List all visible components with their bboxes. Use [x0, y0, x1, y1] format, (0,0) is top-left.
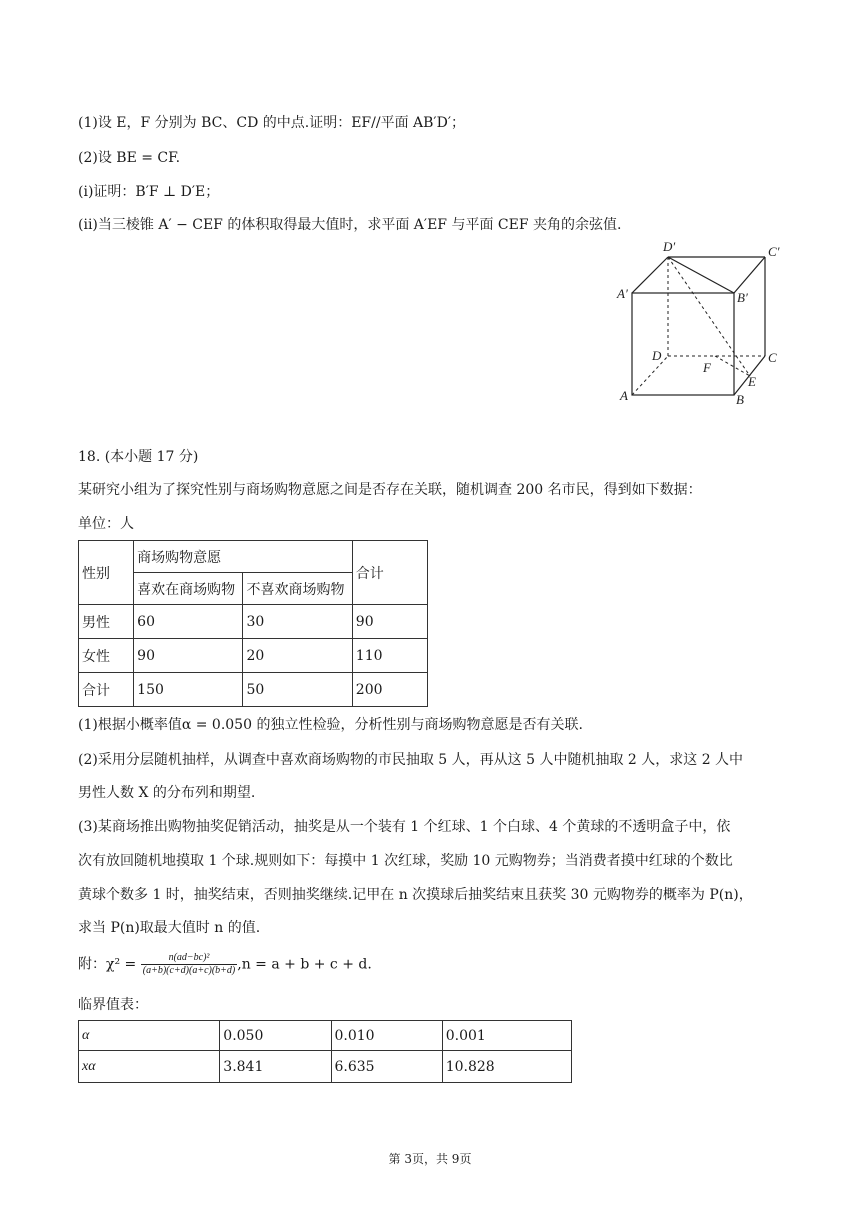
th-like: 喜欢在商场购物 [134, 573, 243, 605]
q17-part2: (2)设 BE = CF. [78, 150, 181, 166]
th-total: 合计 [352, 541, 427, 605]
q18-unit: 单位：人 [78, 516, 134, 532]
formula-fraction [141, 952, 238, 977]
q18-intro: 某研究小组为了探究性别与商场购物意愿之间是否存在关联，随机调查 200 名市民，得到如下数据： [78, 482, 702, 498]
table-row: α 0.050 0.010 0.001 [79, 1021, 572, 1051]
q18-part3-line2: 次有放回随机地摸取 1 个球.规则如下：每摸中 1 次红球，奖励 10 元购物券；当消费者摸中红球的个数比 [78, 853, 733, 869]
critical-value-table [78, 1020, 572, 1083]
label-Cp: C′ [768, 244, 780, 259]
q18-part2-line1: (2)采用分层随机抽样，从调查中喜欢商场购物的市民抽取 5 人，再从这 5 人中随机抽取 2 人，求这 2 人中 [78, 752, 744, 768]
formula-suffix: ,n = a + b + c + d. [237, 956, 372, 973]
label-D: D [652, 348, 662, 363]
chi-square-formula [78, 952, 372, 977]
q18-part1: (1)根据小概率值α = 0.050 的独立性检验，分析性别与商场购物意愿是否有关联. [78, 717, 583, 733]
table-row: xα 3.841 6.635 10.828 [79, 1051, 572, 1083]
th-group: 商场购物意愿 [134, 541, 353, 573]
label-F: F [703, 360, 711, 375]
critical-title: 临界值表： [78, 997, 148, 1013]
page-footer: 第 3页，共 9页 [388, 1152, 472, 1166]
label-Dp: D′ [663, 239, 676, 254]
label-A: A [620, 388, 628, 403]
q17-part2-ii: (ii)当三棱锥 A′ − CEF 的体积取得最大值时，求平面 A′EF 与平面 CEF 夹角的余弦值. [78, 217, 622, 233]
table-row: 合计 150 50 200 [79, 673, 428, 707]
q18-part3-line4: 求当 P(n)取最大值时 n 的值. [78, 920, 261, 936]
table-row: 女性 90 20 110 [79, 639, 428, 673]
q17-part2-i: (i)证明：B′F ⊥ D′E； [78, 184, 220, 200]
th-gender: 性别 [79, 541, 134, 605]
q18-part3-line1: (3)某商场推出购物抽奖促销活动，抽奖是从一个装有 1 个红球、1 个白球、4 个黄球的不透明盒子中，依 [78, 819, 731, 835]
label-Bp: B′ [737, 290, 748, 305]
survey-table [78, 540, 428, 707]
q18-part2-line2: 男性人数 X 的分布列和期望. [78, 785, 256, 801]
formula-numerator: n(ad−bc)² [141, 952, 238, 965]
cube-front-face [632, 293, 734, 395]
table-row: 男性 60 30 90 [79, 605, 428, 639]
label-E: E [748, 374, 756, 389]
q18-header: 18. (本小题 17 分) [78, 449, 199, 465]
th-dislike: 不喜欢商场购物 [243, 573, 352, 605]
formula-prefix: 附：χ² = [78, 956, 137, 973]
q18-part3-line3: 黄球个数多 1 时，抽奖结束，否则抽奖继续.记甲在 n 次摸球后抽奖结束且获奖 30 元购物券的概率为 P(n)， [78, 887, 753, 903]
label-B: B [736, 392, 744, 407]
label-Ap: A′ [617, 286, 628, 301]
q17-part1: (1)设 E，F 分别为 BC、CD 的中点.证明：EF//平面 AB′D′； [78, 115, 466, 131]
label-C: C [768, 350, 777, 365]
formula-denominator: (a+b)(c+d)(a+c)(b+d) [142, 965, 236, 976]
cube-figure [600, 236, 800, 412]
